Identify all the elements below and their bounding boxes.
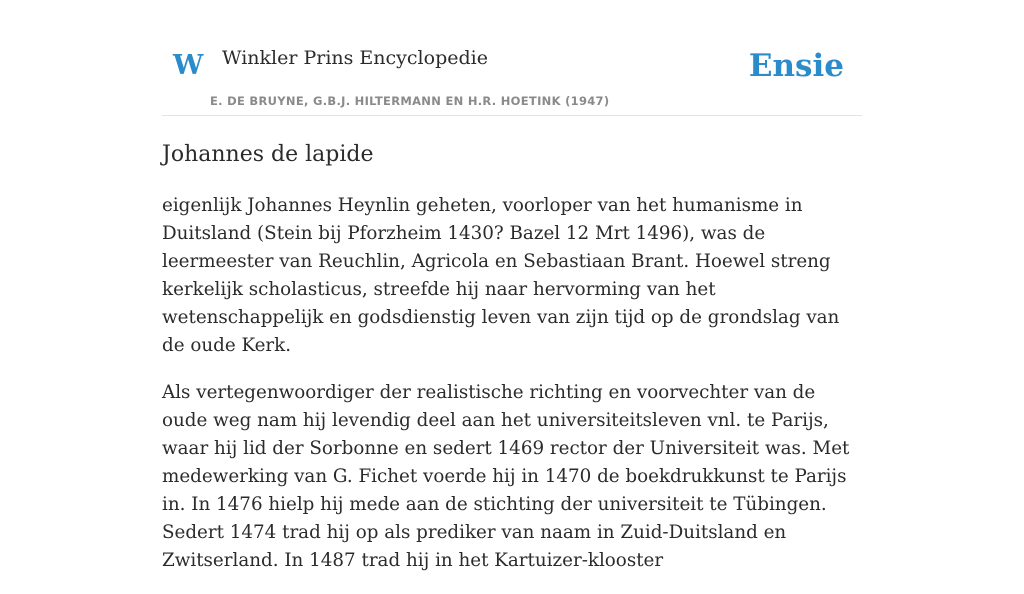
article-paragraph: eigenlijk Johannes Heynlin geheten, voorloper van het humanisme in Duitsland (Stein bij Pforzheim 1430? Bazel 12 Mrt 1496), was de leermeester van Reuchlin, Agricola en Sebastiaan Brant. Hoewel streng kerkelijk scholasticus, streefde hij naar hervorming van het wetenschappelijk en godsdienstig leven van zijn tijd op de grondslag van de oude Kerk. [162, 195, 840, 356]
publication-title[interactable]: Winkler Prins Encyclopedie [222, 47, 488, 69]
article-title: Johannes de lapide [162, 142, 374, 167]
publication-logo-icon[interactable]: W [173, 50, 204, 81]
site-header [162, 40, 862, 116]
article [162, 140, 862, 594]
publication-authors: E. DE BRUYNE, G.B.J. HILTERMANN EN H.R. HOETINK (1947) [210, 94, 610, 108]
article-paragraph: Als vertegenwoordiger der realistische richting en voorvechter van de oude weg nam hij levendig deel aan het universiteitsleven vnl. te Parijs, waar hij lid der Sorbonne en sedert 1469 rector der Universiteit was. Met medewerking van G. Fichet voerde hij in 1470 de boekdrukkunst te Parijs in. In 1476 hielp hij mede aan de stichting der universiteit te Tübingen. Sedert 1474 trad hij op als prediker van naam in Zuid-Duitsland en Zwitserland. In 1487 trad hij in het Kartuizer-klooster [162, 382, 850, 571]
ensie-brand-logo[interactable]: Ensie [748, 48, 844, 84]
